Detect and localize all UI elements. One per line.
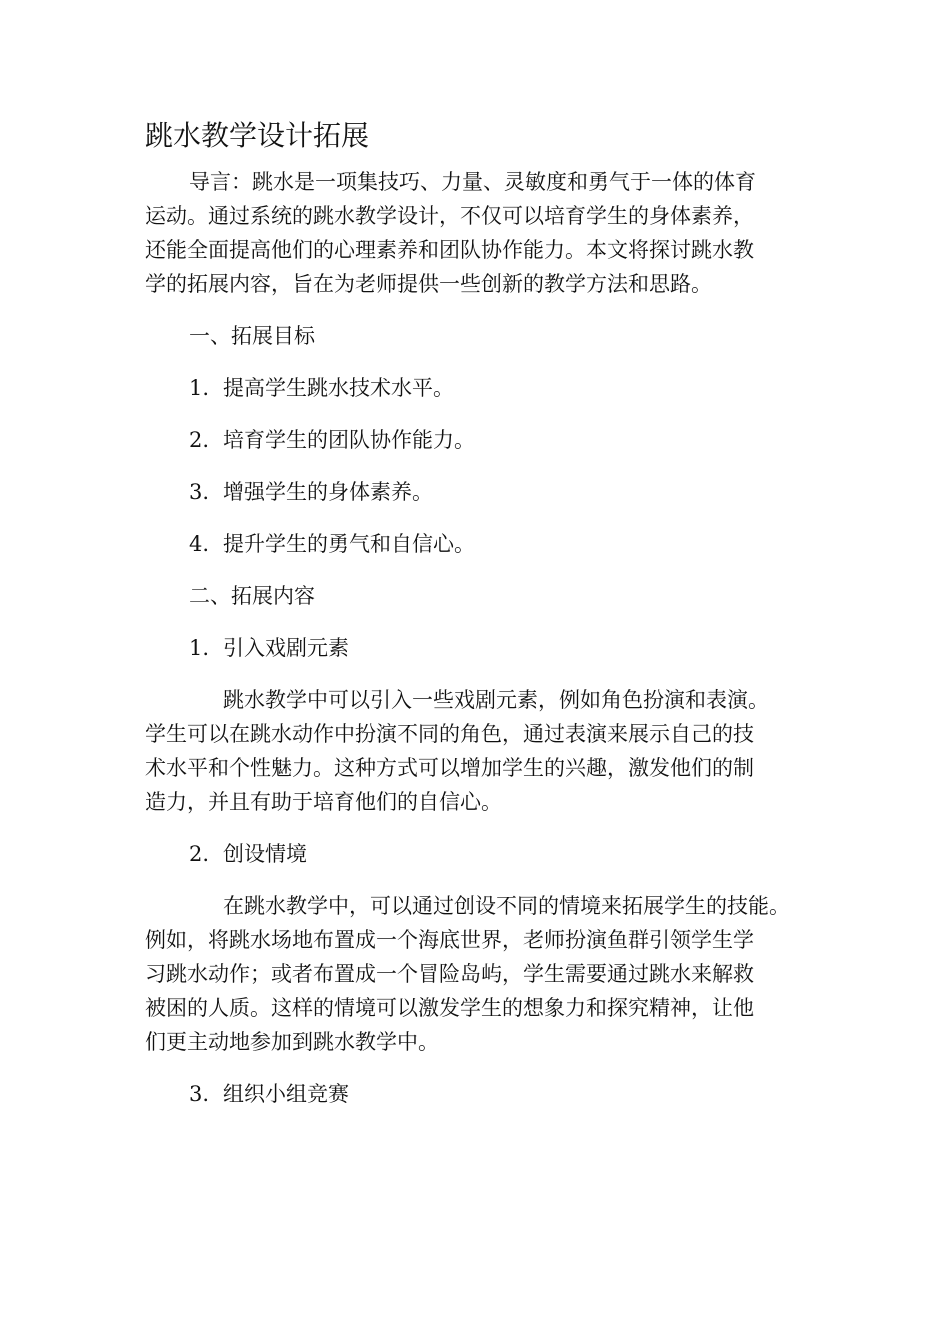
goal-item-text: 增强学生的身体素养。 xyxy=(223,480,433,504)
subsection-heading-competition xyxy=(189,1077,805,1111)
intro-line: 运动。通过系统的跳水教学设计，不仅可以培育学生的身体素养， xyxy=(145,204,754,228)
drama-line: 造力，并且有助于培育他们的自信心。 xyxy=(145,790,502,814)
intro-paragraph xyxy=(145,165,805,301)
drama-line: 术水平和个性魅力。这种方式可以增加学生的兴趣，激发他们的制 xyxy=(145,756,754,780)
section-heading-content: 二、拓展内容 xyxy=(189,584,315,608)
subsection-number: 3. xyxy=(189,1082,210,1106)
drama-paragraph xyxy=(145,683,805,819)
scenario-line: 们更主动地参加到跳水教学中。 xyxy=(145,1030,439,1054)
scenario-line: 被困的人质。这样的情境可以激发学生的想象力和探究精神，让他 xyxy=(145,996,754,1020)
goal-item-number: 3. xyxy=(189,480,210,504)
subsection-heading-drama xyxy=(189,631,805,665)
goal-item-text: 提高学生跳水技术水平。 xyxy=(223,376,454,400)
scenario-line: 在跳水教学中，可以通过创设不同的情境来拓展学生的技能。 xyxy=(223,894,790,918)
drama-line: 学生可以在跳水动作中扮演不同的角色，通过表演来展示自己的技 xyxy=(145,722,754,746)
document-title: 跳水教学设计拓展 xyxy=(145,119,370,152)
subsection-number: 1. xyxy=(189,636,210,660)
intro-line: 还能全面提高他们的心理素养和团队协作能力。本文将探讨跳水教 xyxy=(145,238,754,262)
goal-item xyxy=(189,475,805,509)
goal-item-text: 培育学生的团队协作能力。 xyxy=(223,428,475,452)
section-heading-goals: 一、拓展目标 xyxy=(189,324,315,348)
goal-item-text: 提升学生的勇气和自信心。 xyxy=(223,532,475,556)
scenario-line: 习跳水动作；或者布置成一个冒险岛屿，学生需要通过跳水来解救 xyxy=(145,962,754,986)
goal-item-number: 4. xyxy=(189,532,210,556)
drama-line: 跳水教学中可以引入一些戏剧元素，例如角色扮演和表演。 xyxy=(223,688,769,712)
subsection-title: 组织小组竞赛 xyxy=(223,1082,349,1106)
document-body xyxy=(145,165,805,1129)
scenario-paragraph xyxy=(145,889,805,1059)
goal-item-number: 2. xyxy=(189,428,210,452)
subsection-title: 创设情境 xyxy=(223,842,307,866)
goal-item-number: 1. xyxy=(189,376,210,400)
goal-item xyxy=(189,371,805,405)
subsection-number: 2. xyxy=(189,842,210,866)
goal-item xyxy=(189,527,805,561)
goal-item xyxy=(189,423,805,457)
intro-line: 学的拓展内容，旨在为老师提供一些创新的教学方法和思路。 xyxy=(145,272,712,296)
scenario-line: 例如，将跳水场地布置成一个海底世界，老师扮演鱼群引领学生学 xyxy=(145,928,754,952)
subsection-title: 引入戏剧元素 xyxy=(223,636,349,660)
subsection-heading-scenario xyxy=(189,837,805,871)
intro-line: 导言：跳水是一项集技巧、力量、灵敏度和勇气于一体的体育 xyxy=(189,170,756,194)
